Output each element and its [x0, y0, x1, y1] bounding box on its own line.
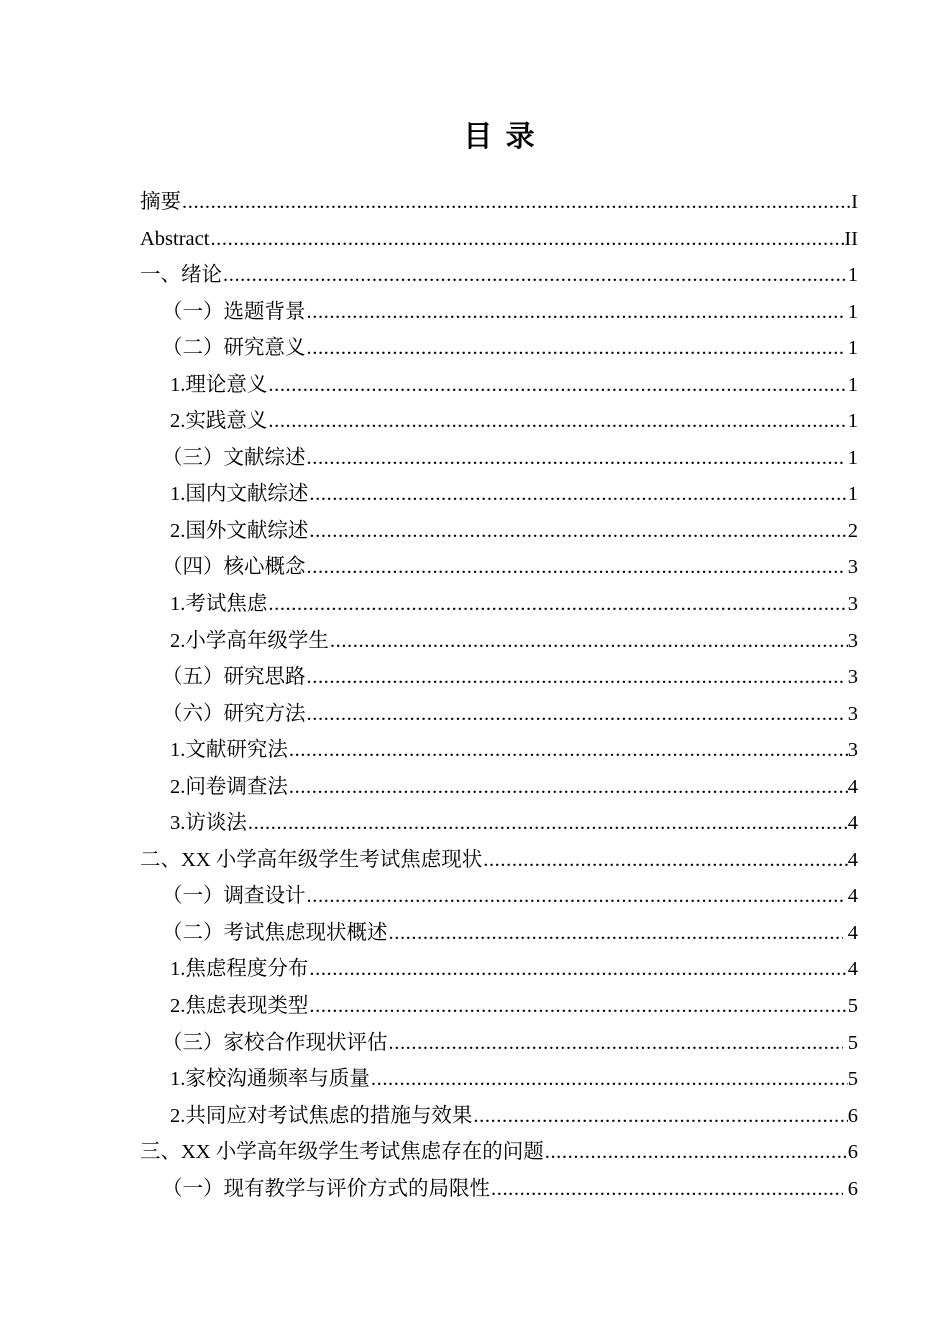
toc-entry-page: II [844, 227, 858, 250]
toc-dot-leader [223, 257, 848, 294]
toc-entry-page: 3 [847, 702, 858, 725]
toc-entry-label: （二）研究意义 [162, 337, 306, 360]
toc-entry [140, 623, 858, 660]
toc-entry-page: 3 [847, 556, 858, 579]
toc-entry [140, 403, 858, 440]
toc-entry-label: （一）现有教学与评价方式的局限性 [162, 1177, 490, 1200]
toc-entry [140, 257, 858, 294]
toc-entry-label: 二、XX 小学高年级学生考试焦虑现状 [140, 848, 483, 871]
toc-dot-leader [268, 367, 847, 404]
toc-entry [140, 1025, 858, 1062]
toc-dot-leader [491, 1171, 843, 1208]
toc-entry-label: 2.焦虑表现类型 [170, 995, 309, 1018]
toc-entry-page: 1 [847, 373, 858, 396]
toc-entry [140, 769, 858, 806]
toc-entry-page: 4 [847, 848, 858, 871]
toc-title: 目 录 [463, 121, 535, 153]
toc-entry [140, 440, 858, 477]
toc-entry [140, 184, 858, 221]
toc-entry-page: 3 [847, 739, 858, 762]
toc-entry-page: 1 [847, 410, 858, 433]
toc-entry-label: （六）研究方法 [162, 702, 306, 725]
toc-dot-leader [307, 440, 843, 477]
toc-entry [140, 842, 858, 879]
toc-entry-label: 2.问卷调查法 [170, 775, 288, 798]
toc-entry [140, 1134, 858, 1171]
toc-entry [140, 878, 858, 915]
toc-entry-label: （二）考试焦虑现状概述 [162, 921, 388, 944]
toc-dot-leader [307, 330, 843, 367]
toc-dot-leader [483, 842, 848, 879]
toc-entry [140, 988, 858, 1025]
toc-entry [140, 1171, 858, 1208]
toc-entry-label: （三）文献综述 [162, 446, 306, 469]
toc-entry-page: 3 [847, 629, 858, 652]
toc-entry-label: 1.考试焦虑 [170, 593, 268, 616]
toc-dot-leader [545, 1134, 848, 1171]
toc-entry-label: （一）调查设计 [162, 885, 306, 908]
toc-dot-leader [268, 403, 847, 440]
toc-dot-leader [309, 951, 847, 988]
toc-entry-label: 2.实践意义 [170, 410, 268, 433]
toc-entry [140, 513, 858, 550]
toc-entry-page: 6 [847, 1104, 858, 1127]
toc-entry-label: 2.小学高年级学生 [170, 629, 329, 652]
toc-entry [140, 1098, 858, 1135]
toc-entry-page: 1 [847, 483, 858, 506]
toc-dot-leader [473, 1098, 847, 1135]
toc-entry-page: 5 [847, 995, 858, 1018]
toc-entry-page: 3 [847, 666, 858, 689]
toc-entry-page: 5 [847, 1031, 858, 1054]
toc-entry-label: （三）家校合作现状评估 [162, 1031, 388, 1054]
toc-entry-page: 2 [847, 519, 858, 542]
toc-dot-leader [307, 878, 843, 915]
toc-entry [140, 367, 858, 404]
toc-entry-label: 三、XX 小学高年级学生考试焦虑存在的问题 [140, 1141, 544, 1164]
toc-dot-leader [289, 769, 848, 806]
toc-entry-label: 1.家校沟通频率与质量 [170, 1068, 370, 1091]
toc-entry [140, 221, 858, 258]
toc-entry [140, 805, 858, 842]
toc-entry [140, 549, 858, 586]
toc-entry-label: Abstract [140, 227, 210, 250]
toc-dot-leader [389, 1025, 843, 1062]
toc-entry-label: 1.文献研究法 [170, 739, 288, 762]
toc-entry-page: 5 [847, 1068, 858, 1091]
toc-entry [140, 1061, 858, 1098]
toc-dot-leader [309, 513, 847, 550]
toc-entry-label: （四）核心概念 [162, 556, 306, 579]
toc-dot-leader [248, 805, 848, 842]
toc-entry-page: 4 [847, 921, 858, 944]
toc-list [140, 184, 858, 1207]
toc-entry [140, 476, 858, 513]
toc-entry-page: 4 [847, 885, 858, 908]
toc-entry-page: 1 [847, 446, 858, 469]
toc-entry [140, 732, 858, 769]
toc-entry-label: （五）研究思路 [162, 666, 306, 689]
toc-dot-leader [309, 476, 847, 513]
toc-entry [140, 696, 858, 733]
toc-entry-page: 3 [847, 593, 858, 616]
toc-entry [140, 294, 858, 331]
toc-dot-leader [330, 623, 848, 660]
toc-dot-leader [289, 732, 848, 769]
toc-entry-label: 2.国外文献综述 [170, 519, 309, 542]
toc-dot-leader [307, 696, 843, 733]
toc-entry [140, 951, 858, 988]
toc-entry-label: 一、绪论 [140, 264, 222, 287]
toc-dot-leader [371, 1061, 848, 1098]
toc-dot-leader [307, 294, 843, 331]
toc-entry [140, 915, 858, 952]
toc-entry-page: 1 [847, 264, 858, 287]
toc-entry-label: 1.理论意义 [170, 373, 268, 396]
toc-entry-page: I [851, 191, 858, 213]
toc-entry-label: （一）选题背景 [162, 300, 306, 323]
toc-dot-leader [268, 586, 847, 623]
toc-entry [140, 586, 858, 623]
toc-entry [140, 330, 858, 367]
toc-entry-page: 1 [847, 300, 858, 323]
toc-dot-leader [307, 549, 843, 586]
toc-entry-label: 1.焦虑程度分布 [170, 958, 309, 981]
toc-dot-leader [182, 184, 851, 221]
toc-entry [140, 659, 858, 696]
toc-dot-leader [309, 988, 847, 1025]
toc-entry-label: 1.国内文献综述 [170, 483, 309, 506]
toc-dot-leader [210, 221, 844, 258]
toc-entry-page: 6 [847, 1177, 858, 1200]
toc-entry-page: 4 [847, 775, 858, 798]
toc-entry-label: 摘要 [140, 191, 181, 213]
toc-dot-leader [307, 659, 843, 696]
toc-entry-page: 1 [847, 337, 858, 360]
toc-entry-label: 3.访谈法 [170, 812, 247, 835]
toc-entry-page: 6 [847, 1141, 858, 1164]
toc-entry-label: 2.共同应对考试焦虑的措施与效果 [170, 1104, 473, 1127]
toc-entry-page: 4 [847, 812, 858, 835]
toc-dot-leader [389, 915, 843, 952]
toc-entry-page: 4 [847, 958, 858, 981]
